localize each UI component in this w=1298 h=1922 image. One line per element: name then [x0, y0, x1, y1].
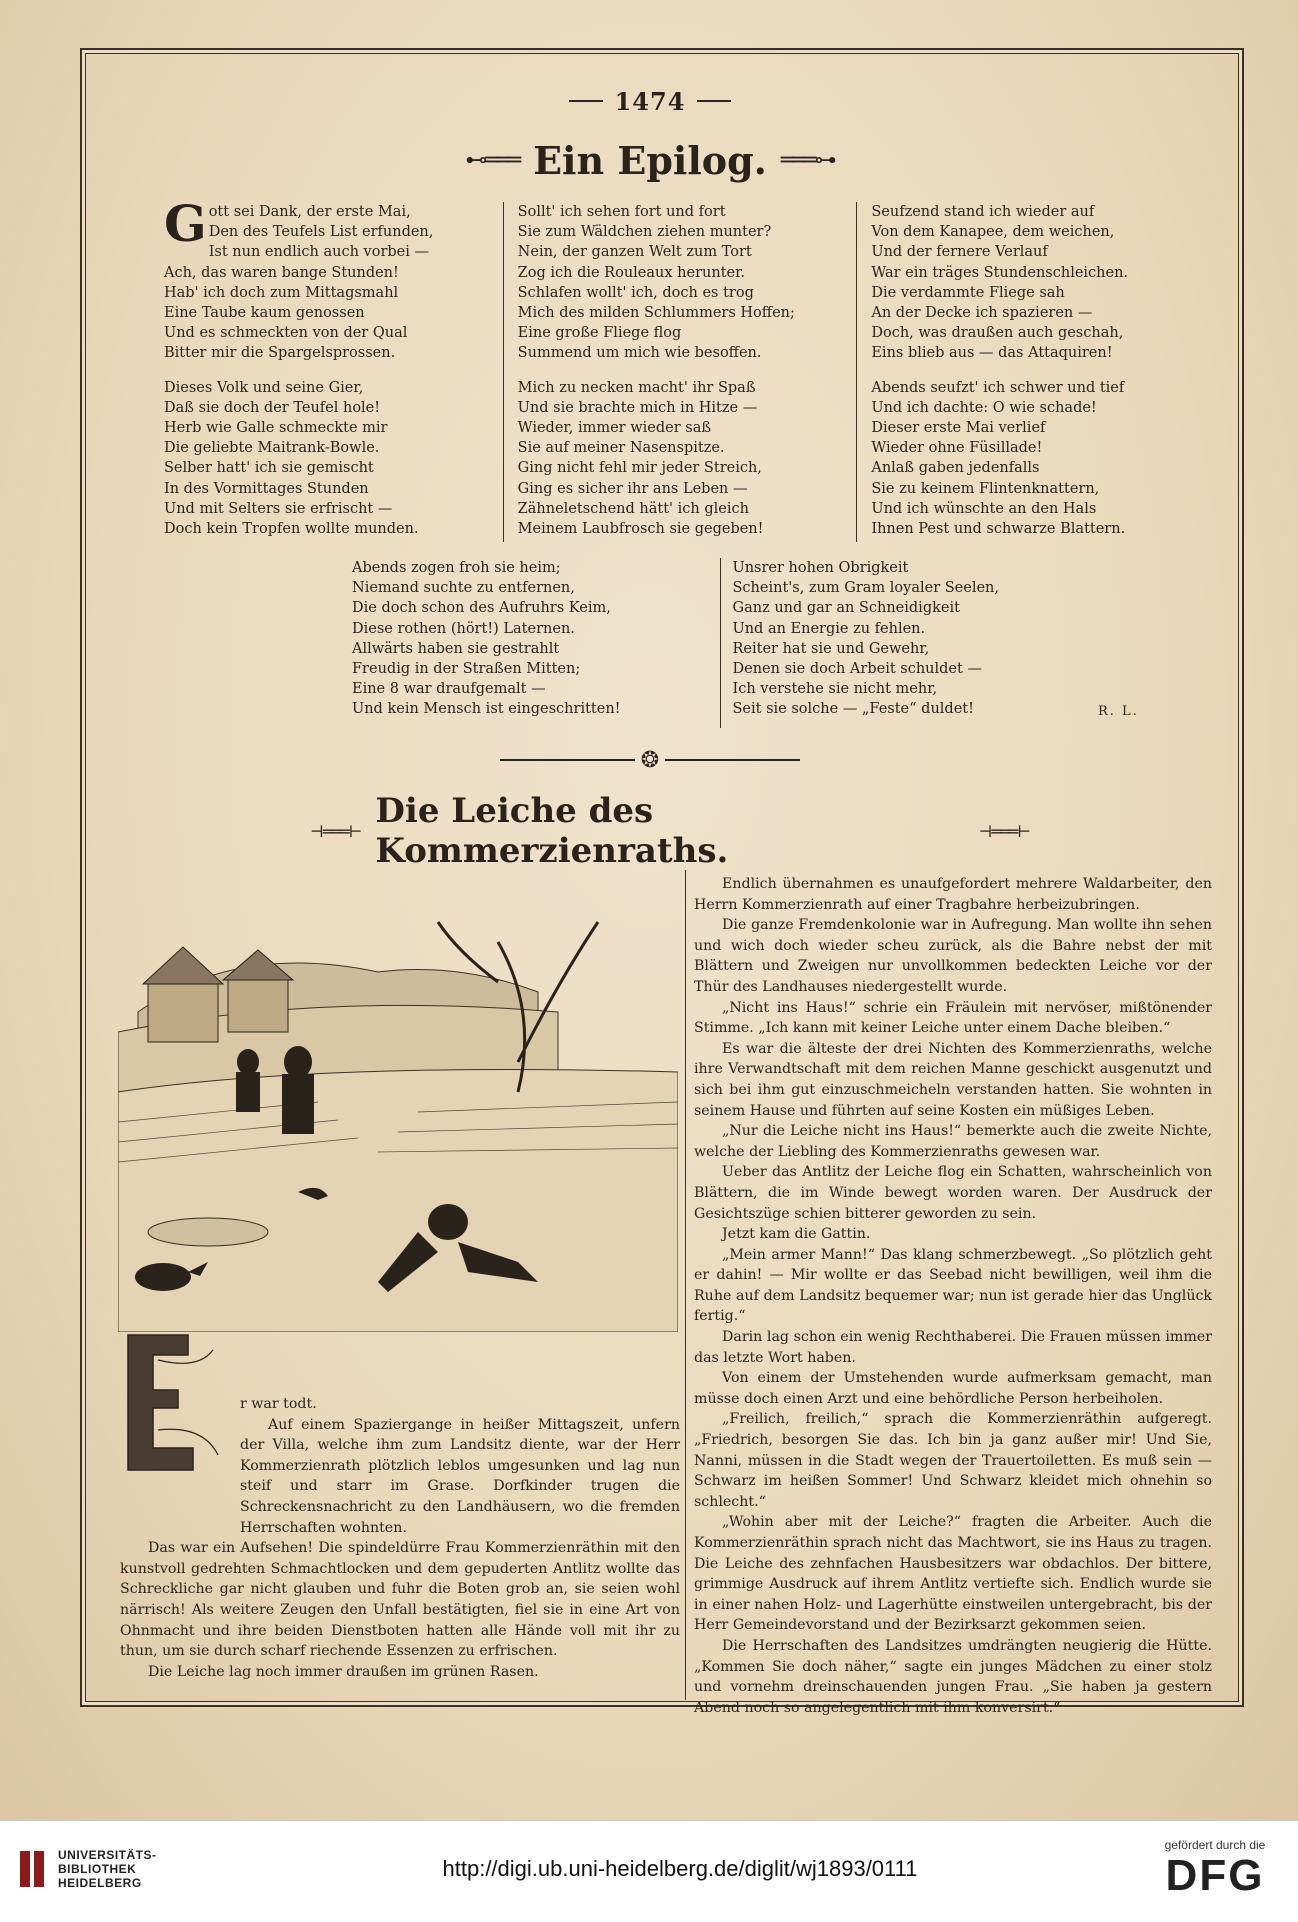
- poem-line: Ich verstehe sie nicht mehr,: [732, 681, 938, 698]
- poem-line: Mich zu necken macht' ihr Spaß: [517, 379, 756, 396]
- poem-line: War ein träges Stundenschleichen.: [871, 264, 1129, 281]
- poem-columns-final: [340, 558, 1100, 728]
- story-paragraph: Jetzt kam die Gattin.: [722, 1226, 871, 1243]
- story-title-row: [310, 791, 1030, 871]
- poem-line: Ihnen Pest und schwarze Blattern.: [871, 521, 1126, 538]
- flourish-left: ⊷═══: [465, 147, 520, 173]
- poem-title-row: [420, 136, 880, 184]
- poem-line: Und kein Mensch ist eingeschritten!: [352, 701, 621, 718]
- poem-line: Zog ich die Rouleaux herunter.: [517, 264, 746, 281]
- permalink-url[interactable]: http://digi.ub.uni-heidelberg.de/diglit/wj1893/0111: [442, 1856, 918, 1881]
- poem-line: Eins blieb aus — das Attaquiren!: [871, 345, 1113, 362]
- story-column-right: [694, 874, 1212, 1718]
- footer-divider: [0, 1820, 1298, 1821]
- dfg-logo-text: DFG: [1165, 1851, 1265, 1900]
- divider-line-right: [665, 759, 800, 761]
- dfg-funding-logo[interactable]: [1140, 1838, 1290, 1900]
- column-separator: [685, 870, 686, 1700]
- poem-line: Die geliebte Maitrank-Bowle.: [164, 440, 380, 457]
- poem-line: Wieder, immer wieder saß: [517, 420, 712, 437]
- poem-line: Bitter mir die Spargelsprossen.: [164, 345, 396, 362]
- dfg-funding-note: gefördert durch die: [1164, 1838, 1266, 1852]
- poem-stanza: [164, 378, 489, 540]
- poem-title: Ein Epilog.: [533, 137, 767, 183]
- poem-line: Dieses Volk und seine Gier,: [164, 379, 364, 396]
- story-column-left: [120, 1394, 680, 1682]
- poem-line: Diese rothen (hört!) Laternen.: [352, 620, 575, 637]
- story-paragraph: Ueber das Antlitz der Leiche flog ein Schatten, wahrscheinlich von Blättern, die im Winde bewegt worden waren. Der Ausdruck der Gesichtszüge schien bitterer geworden zu sein.: [694, 1164, 1212, 1222]
- poem-line: Meinem Laubfrosch sie gegeben!: [517, 521, 764, 538]
- flourish-right: ═══⊶: [780, 147, 835, 173]
- poem-line: Sie zu keinem Flintenknattern,: [871, 480, 1100, 497]
- poem-line: Mich des milden Schlummers Hoffen;: [517, 305, 795, 322]
- poem-line: Ging es sicher ihr ans Leben —: [517, 480, 748, 497]
- poem-stanza: [871, 202, 1196, 364]
- library-name-line-1: UNIVERSITÄTS-: [58, 1848, 157, 1862]
- poem-line: Eine große Fliege flog: [517, 325, 682, 342]
- poem-line: Seufzend stand ich wieder auf: [871, 204, 1095, 220]
- poem-column-4: [340, 558, 720, 728]
- story-paragraph: „Nur die Leiche nicht ins Haus!“ bemerkte auch die zweite Nichte, welche der Liebling des Kommerzienraths gewesen war.: [694, 1123, 1212, 1160]
- section-divider: [500, 748, 800, 772]
- poem-line: Freudig in der Straßen Mitten;: [352, 661, 581, 678]
- story-title: Die Leiche des Kommerzienraths.: [375, 791, 729, 871]
- story-paragraph: Die ganze Fremdenkolonie war in Aufregung. Man wollte ihn sehen und wich doch wieder scheu zurück, als die Bahre nebst der mit Blättern und Zweigen nur unvollkommen bedeckten Leiche vor der Thür des Landhauses niedergestellt wurde.: [694, 917, 1212, 995]
- story-paragraph: Die Herrschaften des Landsitzes umdrängten neugierig die Hütte. „Kommen Sie doch näher,“ sagte ein junges Mädchen zu einer stolz und vornehm dreinschauenden jungen Frau. „Sie haben ja gestern Abend noch so angelegentlich mit ihm konversirt.“: [694, 1637, 1212, 1716]
- library-name-line-2: BIBLIOTHEK: [58, 1862, 137, 1876]
- ornament-icon: ❂: [640, 747, 660, 773]
- library-name: [58, 1848, 157, 1890]
- rule-left: [569, 100, 603, 102]
- poem-line: Hab' ich doch zum Mittagsmahl: [164, 284, 399, 301]
- poem-stanza: [164, 194, 489, 364]
- poem-signature: R. L.: [1098, 704, 1139, 719]
- poem-line: Denen sie doch Arbeit schuldet —: [732, 661, 982, 678]
- poem-line: Wieder ohne Füsillade!: [871, 440, 1043, 457]
- poem-stanza: [871, 378, 1196, 540]
- poem-line: Sollt' ich sehen fort und fort: [517, 204, 726, 220]
- poem-line: Doch, was draußen auch geschah,: [871, 325, 1124, 342]
- poem-line: Dieser erste Mai verlief: [871, 420, 1046, 437]
- poem-columns: [150, 194, 1210, 542]
- poem-stanza: [518, 202, 843, 364]
- story-paragraph: Endlich übernahmen es unaufgefordert mehrere Waldarbeiter, den Herrn Kommerzienrath auf einer Tragbahre herbeizubringen.: [694, 876, 1212, 913]
- poem-stanza: [518, 378, 843, 540]
- poem-line: Daß sie doch der Teufel hole!: [164, 399, 381, 416]
- story-paragraph: Die Leiche lag noch immer draußen im grünen Rasen.: [148, 1663, 539, 1680]
- poem-line: Und an Energie zu fehlen.: [732, 620, 926, 637]
- poem-line: Und ich wünschte an den Hals: [871, 500, 1097, 517]
- digitization-footer: [0, 1820, 1298, 1922]
- story-paragraph: Es war die älteste der drei Nichten des Kommerzienraths, welche ihre Verwandtschaft mit dem reichen Manne geschickt ausgenutzt und sich bei ihm gut einzuschmeicheln verstanden hatten. Sie wohnten in seinem Hause und führten auf seine Kosten ein müßiges Leben.: [694, 1040, 1212, 1119]
- poem-line: Ist nun endlich auch vorbei —: [208, 244, 429, 261]
- poem-line: Eine Taube kaum genossen: [164, 305, 365, 322]
- poem-line: Sie auf meiner Nasenspitze.: [517, 440, 725, 457]
- poem-line: Die verdammte Fliege sah: [871, 284, 1065, 301]
- poem-line: Sie zum Wäldchen ziehen munter?: [517, 224, 772, 241]
- poem-line: Ging nicht fehl mir jeder Streich,: [517, 460, 762, 477]
- story-paragraph: „Mein armer Mann!“ Das klang schmerzbewegt. „So plötzlich geht er dahin! — Mir wollte er das Seebad nicht bewilligen, weil ihm die Ruhe auf dem Landsitz bequemer war; nun ist gerade hier das Unglück fertig.“: [694, 1246, 1212, 1325]
- story-paragraph: Von einem der Umstehenden wurde aufmerksam gemacht, man müsse doch einen Arzt und eine behördliche Person herbeiholen.: [694, 1370, 1212, 1407]
- poem-line: Von dem Kanapee, dem weichen,: [871, 224, 1115, 241]
- poem-line: Und ich dachte: O wie schade!: [871, 399, 1097, 416]
- poem-line: An der Decke ich spazieren —: [871, 305, 1093, 322]
- story-paragraph: „Freilich, freilich,“ sprach die Kommerzienräthin aufgeregt. „Friedrich, besorgen Sie das. Ich bin ja ganz außer mir! Und Sie, Nanni, müssen in die Stadt wegen der Trauertoiletten. Es muß sein — Schwarz im heißen Sommer! Und Schwarz kleidet mich ohnehin so schlecht.“: [694, 1411, 1212, 1510]
- story-paragraph: Darin lag schon ein wenig Rechthaberei. Die Frauen müssen immer das letzte Wort haben.: [694, 1329, 1212, 1366]
- poem-stanza: [733, 558, 1089, 720]
- university-library-logo[interactable]: [18, 1848, 157, 1890]
- poem-line: Eine 8 war draufgemalt —: [352, 681, 546, 698]
- story-paragraph: „Nicht ins Haus!“ schrie ein Fräulein mit nervöser, mißtönender Stimme. „Ich kann mit keiner Leiche unter einem Dache bleiben.“: [694, 999, 1212, 1037]
- poem-line: Doch kein Tropfen wollte munden.: [164, 521, 419, 538]
- library-emblem-icon: [18, 1849, 48, 1889]
- poem-line: Und mit Selters sie erfrischt —: [164, 500, 393, 517]
- poem-line: Seit sie solche — „Feste“ duldet!: [732, 701, 974, 718]
- poem-column-2: [503, 202, 857, 542]
- poem-line: Den des Teufels List erfunden,: [208, 224, 434, 241]
- poem-line: Abends seufzt' ich schwer und tief: [871, 379, 1125, 396]
- poem-line: Herb wie Galle schmeckte mir: [164, 420, 388, 437]
- poem-column-1: [150, 194, 503, 542]
- library-name-line-3: HEIDELBERG: [58, 1876, 142, 1890]
- poem-line: Nein, der ganzen Welt zum Tort: [517, 244, 752, 261]
- poem-column-5: [720, 558, 1101, 728]
- poem-stanza: [352, 558, 708, 720]
- poem-line: Schlafen wollt' ich, doch es trog: [517, 284, 754, 301]
- poem-line: Abends zogen froh sie heim;: [352, 560, 561, 576]
- story-paragraph: „Wohin aber mit der Leiche?“ fragten die Arbeiter. Auch die Kommerzienräthin sprach nicht das Machtwort, sie ins Haus zu tragen. Die Leiche des zehnfachen Hausbesitzers war obdachlos. Der bittere, grimmige Ausdruck auf ihrem Antlitz vertiefte sich. Endlich wurde sie in einer nahen Holz- und Lagerhütte einstweilen untergebracht, bis der Herr Gemeindevorstand und der Bezirksarzt gekommen seien.: [694, 1514, 1212, 1634]
- poem-line: Ach, das waren bange Stunden!: [164, 264, 399, 281]
- poem-line-rest: ott sei Dank, der erste Mai,: [208, 204, 411, 220]
- poem-line: Die doch schon des Aufruhrs Keim,: [352, 600, 611, 617]
- poem-column-3: [856, 202, 1210, 542]
- story-paragraph: Auf einem Spaziergange in heißer Mittagszeit, unfern der Villa, welche ihm zum Landsitz diente, war der Herr Kommerzienrath plötzlich leblos umgesunken und lag nun steif und starr im Grase. Dorfkinder trugen die Schreckensnachricht zu den Landhäusern, wo die fremden Herrschaften wohnten.: [240, 1416, 680, 1536]
- page-number-row: [560, 86, 740, 116]
- story-paragraph: r war todt.: [240, 1396, 317, 1412]
- poem-line: Niemand suchte zu entfernen,: [352, 580, 575, 597]
- poem-line: Allwärts haben sie gestrahlt: [352, 640, 560, 657]
- title-ornament-right: ⊣═══⊢: [978, 821, 1030, 841]
- illustration-dead-man-in-field: [118, 862, 678, 1332]
- dropcap-letter: G: [164, 194, 207, 253]
- poem-line: Und sie brachte mich in Hitze —: [517, 399, 758, 416]
- rule-right: [697, 100, 731, 102]
- poem-line: Scheint's, zum Gram loyaler Seelen,: [732, 580, 1000, 597]
- poem-line: Selber hatt' ich sie gemischt: [164, 460, 374, 477]
- poem-line: Summend um mich wie besoffen.: [517, 345, 762, 362]
- poem-line: In des Vormittages Stunden: [164, 480, 369, 497]
- poem-line: Reiter hat sie und Gewehr,: [732, 640, 930, 657]
- story-paragraph: Das war ein Aufsehen! Die spindeldürre Frau Kommerzienräthin mit den kunstvoll gedrehten Schmachtlocken und dem gepuderten Antlitz wollte das Schreckliche gar nicht glauben und fuhr die Boten grob an, sie seien wohl närrisch! Als weitere Zeugen den Unfall bestätigten, fiel sie in eine Art von Ohnmacht und ihre beiden Dienstboten hatten alle Hände voll mit ihr zu thun, um sie durch scharf riechende Essenzen zu erfrischen.: [120, 1540, 680, 1660]
- divider-line-left: [500, 759, 635, 761]
- poem-line: Anlaß gaben jedenfalls: [871, 460, 1040, 477]
- poem-line: Und der fernere Verlauf: [871, 244, 1048, 261]
- poem-line: Unsrer hohen Obrigkeit: [732, 560, 909, 576]
- page-number: 1474: [614, 86, 686, 116]
- title-ornament-left: ⊣═══⊢: [310, 821, 362, 841]
- poem-line: Ganz und gar an Schneidigkeit: [732, 600, 960, 617]
- poem-line: Zähneletschend hätt' ich gleich: [517, 500, 749, 517]
- poem-line: Und es schmeckten von der Qual: [164, 325, 408, 342]
